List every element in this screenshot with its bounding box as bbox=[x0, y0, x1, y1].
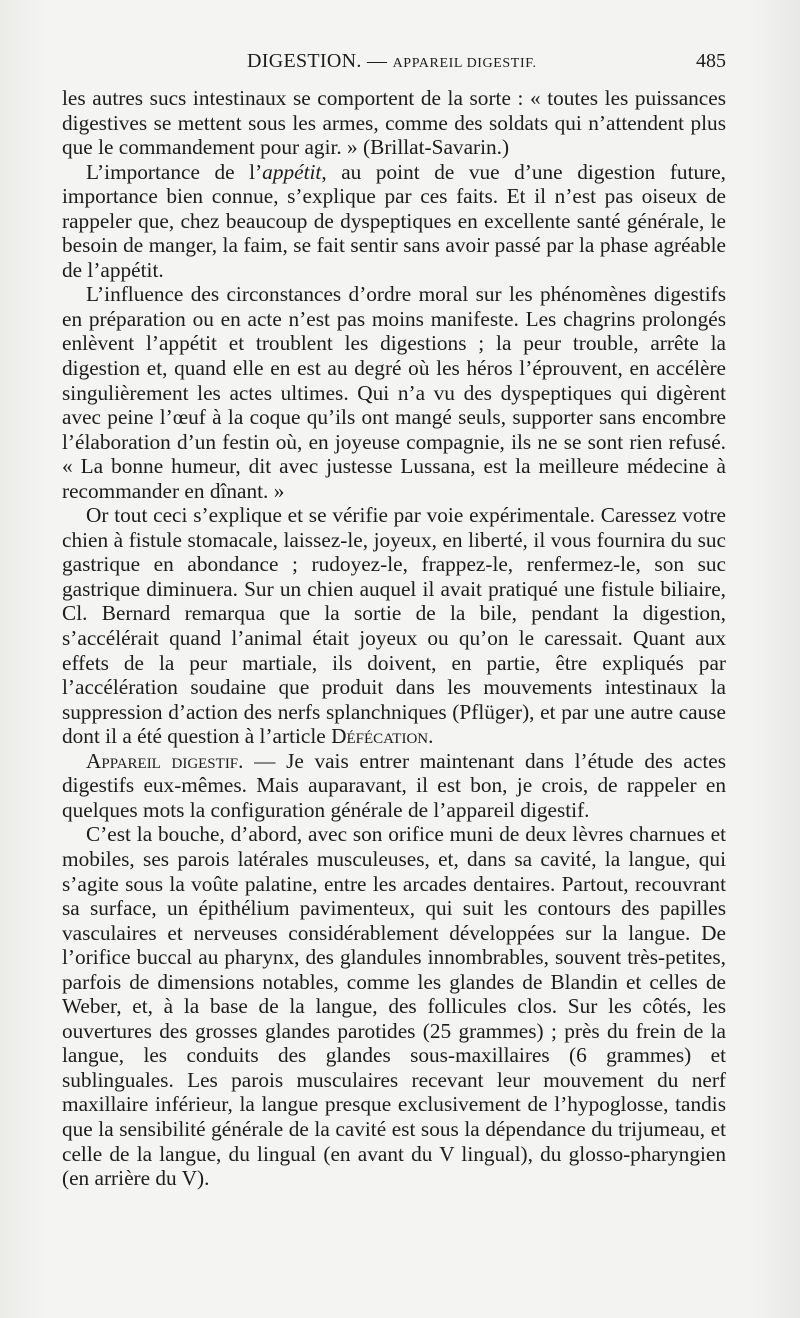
paragraph-experimental bbox=[62, 503, 726, 748]
paragraph-appareil-digestif bbox=[62, 749, 726, 823]
paragraph-experimental-text: Or tout ceci s’explique et se vérifie par voie expérimentale. Caressez votre chien à fistule stomacale, laissez-le, joyeux, en liberté, il vous fournira du suc gastrique en abondance ; rudoyez-le, frappez-le, renfermez-le, son suc gastrique diminuera. Sur un chien auquel il avait pratiqué une fistule biliaire, Cl. Bernard remarqua que la sortie de la bile, pendant la digestion, s’accélérait quand l’animal était joyeux ou qu’on le caressait. Quant aux effets de la peur martiale, ils doivent, en partie, être expliqués par l’accélération soudaine que produit dans les mouvements intestinaux la suppression d’action des nerfs splanchniques (Pflüger), et par une autre cause dont il a été question à l’article bbox=[62, 503, 726, 749]
paragraph-appetite-after: , au point de vue d’une digestion future, importance bien connue, s’explique par ces faits. Et il n’est pas oiseux de rappeler que, chez beaucoup de dyspeptiques en excellente santé générale, le besoin de manger, la faim, se fait sentir sans avoir passé par la phase agréable de l’appétit. bbox=[62, 159, 727, 282]
paragraph-appetite-before: L’importance de l’ bbox=[86, 159, 263, 184]
paragraph-mouth: C’est la bouche, d’abord, avec son orifice muni de deux lèvres charnues et mobiles, ses parois latérales musculeuses, et, dans sa cavité, la langue, qui s’agite sous la voûte palatine, entre les arcades dentaires. Partout, recouvrant sa surface, un épithélium pavimenteux, qui suit les contours des papilles vasculaires et nerveuses considérablement développées sur la langue. De l’orifice buccal au pharynx, des glandules innombrables, souvent très-petites, parfois de dimensions notables, comme les glandes de Blandin et celles de Weber, et, à la base de la langue, des follicules clos. Sur les côtés, les ouvertures des grosses glandes parotides (25 grammes) ; près du frein de la langue, les conduits des glandes sous-maxillaires (6 grammes) et sublinguales. Les parois musculaires recevant leur mouvement du nerf maxillaire inférieur, la langue presque exclusivement de l’hypoglosse, tandis que la sensibilité générale de la cavité est sous la dépendance du trijumeau, et celle de la langue, du lingual (en avant du V lingual), du glosso-pharyngien (en arrière du V). bbox=[62, 822, 726, 1191]
header-separator: — bbox=[366, 50, 388, 72]
header-title: DIGESTION. bbox=[247, 50, 362, 72]
running-header bbox=[62, 50, 726, 74]
paragraph-continued: les autres sucs intestinaux se comportent de la sorte : « toutes les puissances digestives se mettent sous les armes, comme des soldats qui n’attendent plus que le commandement pour agir. » (Brillat-Savarin.) bbox=[62, 86, 726, 160]
running-head bbox=[247, 50, 537, 73]
page-number: 485 bbox=[696, 50, 726, 72]
section-heading: Appareil digestif. bbox=[86, 748, 244, 773]
appetite-emphasis: appétit bbox=[262, 159, 322, 184]
paragraph-appetite bbox=[62, 160, 726, 283]
paragraph-experimental-end: . bbox=[428, 724, 434, 749]
body-text bbox=[62, 86, 726, 1191]
defecation-reference: Défécation bbox=[331, 724, 429, 749]
paragraph-appareil-text: — Je vais entrer maintenant dans l’étude des actes digestifs eux-mêmes. Mais auparavant, il est bon, je crois, de rappeler en quelques mots la configuration générale de l’appareil digestif. bbox=[62, 748, 726, 822]
header-subtitle: APPAREIL DIGESTIF. bbox=[392, 56, 537, 71]
paragraph-moral-influence: L’influence des circonstances d’ordre moral sur les phénomènes digestifs en préparation ou en acte n’est pas moins manifeste. Les chagrins prolongés enlèvent l’appétit et troublent les digestions ; la peur trouble, arrête la digestion et, quand elle en est au degré où les héros l’éprouvent, en accélère singulièrement les actes ultimes. Qui n’a vu des dyspeptiques qui digèrent avec peine l’œuf à la coque qu’ils ont mangé seuls, supporter sans encombre l’élaboration d’un festin où, en joyeuse compagnie, ils ne se sont rien refusé. « La bonne humeur, dit avec justesse Lussana, est la meilleure médecine à recommander en dînant. » bbox=[62, 282, 726, 503]
